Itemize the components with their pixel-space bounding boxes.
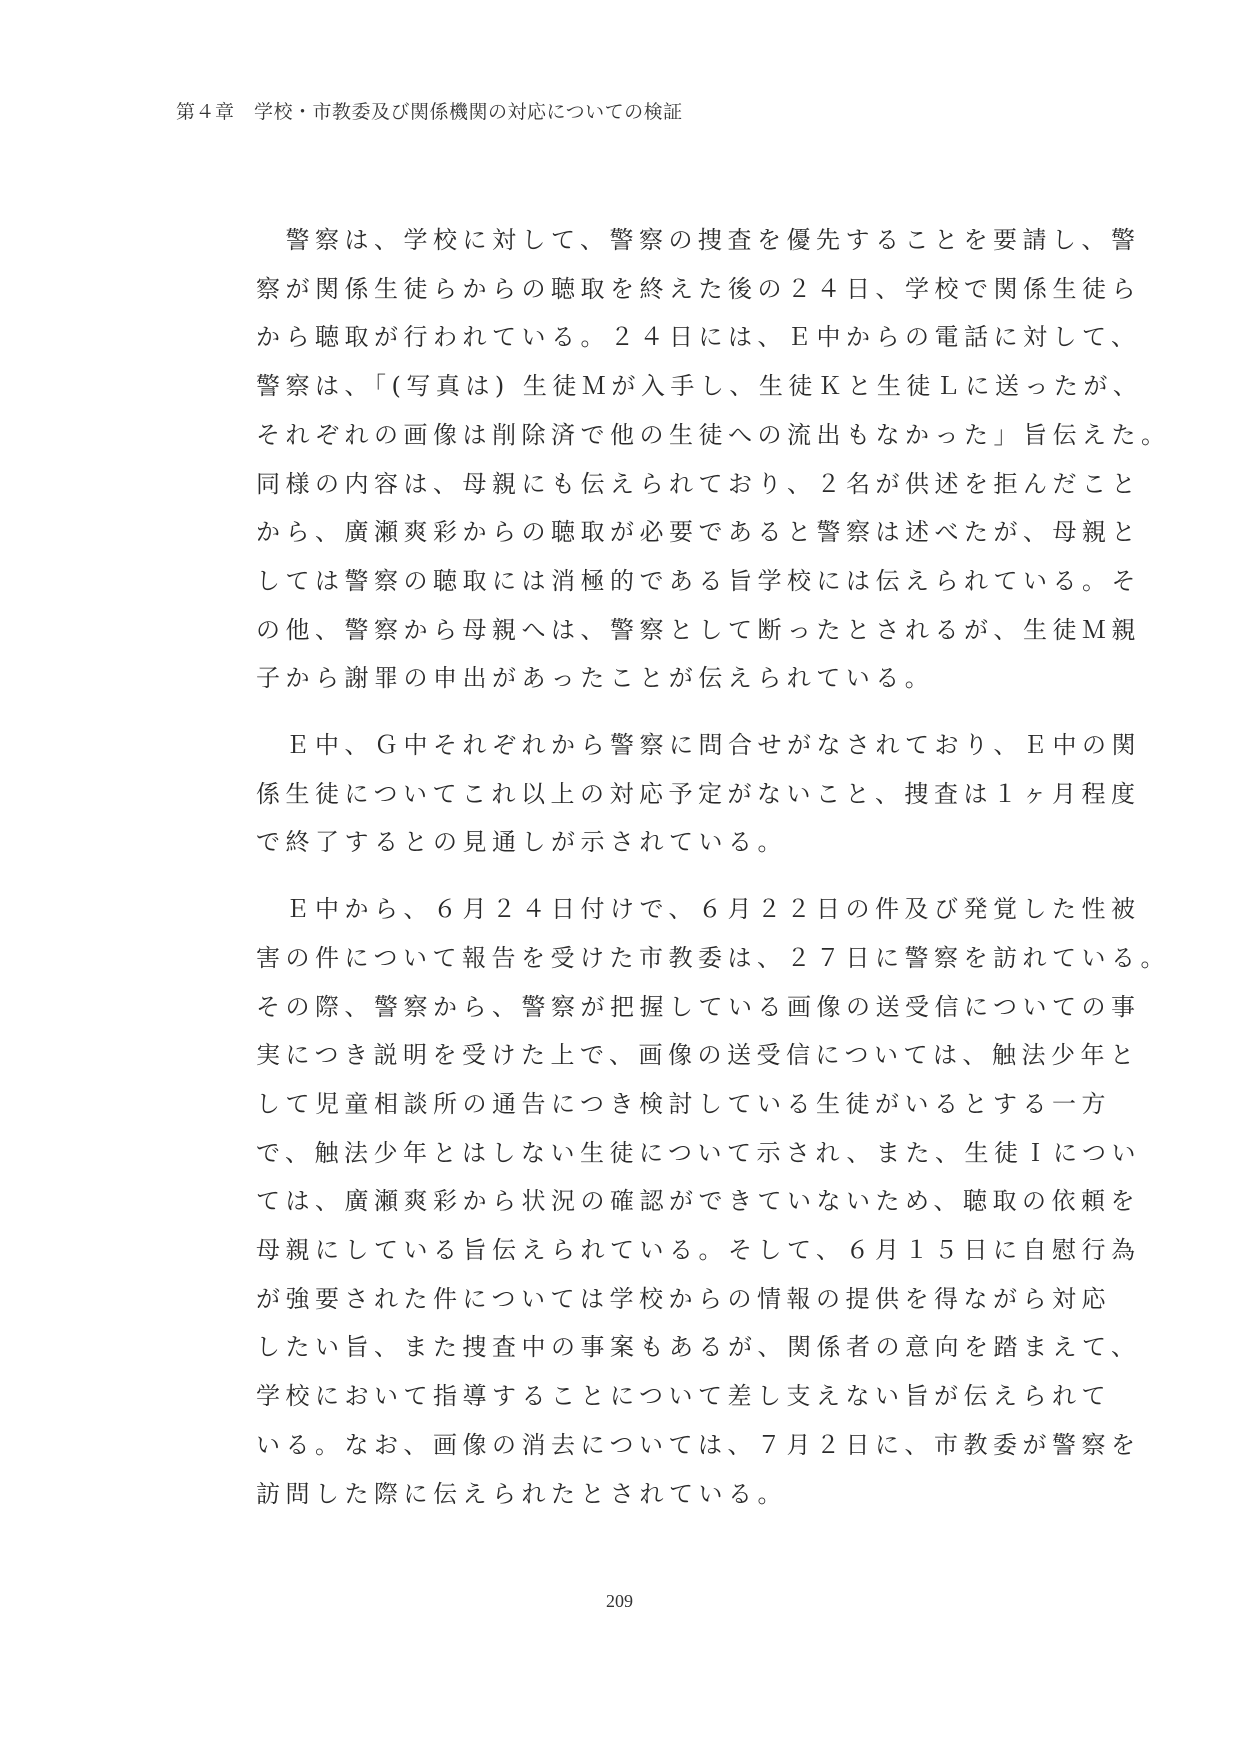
text-line: 察が関係生徒らからの聴取を終えた後の２４日、学校で関係生徒ら <box>256 274 1141 303</box>
text-line: したい旨、また捜査中の事案もあるが、関係者の意向を踏まえて、 <box>256 1333 1141 1362</box>
text-line: 害の件について報告を受けた市教委は、２７日に警察を訪れている。 <box>256 943 1171 972</box>
text-line: Ｅ中、Ｇ中それぞれから警察に問合せがなされており、Ｅ中の関 <box>256 731 1141 760</box>
paragraph <box>256 885 1171 1518</box>
paragraph <box>256 216 1171 703</box>
text-line: で終了するとの見通しが示されている。 <box>256 828 787 857</box>
text-line: で、触法少年とはしない生徒について示され、また、生徒Ｉについ <box>256 1138 1141 1167</box>
text-line: いる。なお、画像の消去については、７月２日に、市教委が警察を <box>256 1430 1141 1459</box>
text-line: 警察は、「(写真は) 生徒Ｍが入手し、生徒Ｋと生徒Ｌに送ったが、 <box>256 372 1143 401</box>
page-number: 209 <box>606 1591 633 1611</box>
text-line: 警察は、学校に対して、警察の捜査を優先することを要請し、警 <box>256 226 1141 254</box>
text-line: 係生徒についてこれ以上の対応予定がないこと、捜査は１ヶ月程度 <box>256 779 1141 808</box>
text-line: から聴取が行われている。２４日には、Ｅ中からの電話に対して、 <box>256 323 1141 352</box>
running-header: 第４章 学校・市教委及び関係機関の対応についての検証 <box>176 101 683 123</box>
text-line: 実につき説明を受けた上で、画像の送受信については、触法少年と <box>256 1041 1140 1070</box>
body-text <box>256 216 1171 1536</box>
text-line: の他、警察から母親へは、警察として断ったとされるが、生徒Ｍ親 <box>256 615 1141 644</box>
text-line: Ｅ中から、６月２４日付けで、６月２２日の件及び発覚した性被 <box>256 895 1141 924</box>
text-line: から、廣瀬爽彩からの聴取が必要であると警察は述べたが、母親と <box>256 518 1141 547</box>
text-line: それぞれの画像は削除済で他の生徒への流出もなかった」旨伝えた。 <box>256 420 1171 449</box>
text-line: が強要された件については学校からの情報の提供を得ながら対応 <box>256 1284 1112 1313</box>
text-line: 学校において指導することについて差し支えない旨が伝えられて <box>256 1382 1112 1411</box>
text-line: しては警察の聴取には消極的である旨学校には伝えられている。そ <box>256 566 1141 595</box>
text-line: 同様の内容は、母親にも伝えられており、２名が供述を拒んだこと <box>256 469 1141 498</box>
paragraph <box>256 721 1141 867</box>
text-line: 訪問した際に伝えられたとされている。 <box>256 1479 787 1508</box>
text-line: その際、警察から、警察が把握している画像の送受信についての事 <box>256 992 1141 1021</box>
text-line: 子から謝罪の申出があったことが伝えられている。 <box>256 664 935 693</box>
text-line: ては、廣瀬爽彩から状況の確認ができていないため、聴取の依頼を <box>256 1187 1141 1216</box>
text-line: して児童相談所の通告につき検討している生徒がいるとする一方 <box>256 1089 1112 1118</box>
text-line: 母親にしている旨伝えられている。そして、６月１５日に自慰行為 <box>256 1236 1141 1265</box>
